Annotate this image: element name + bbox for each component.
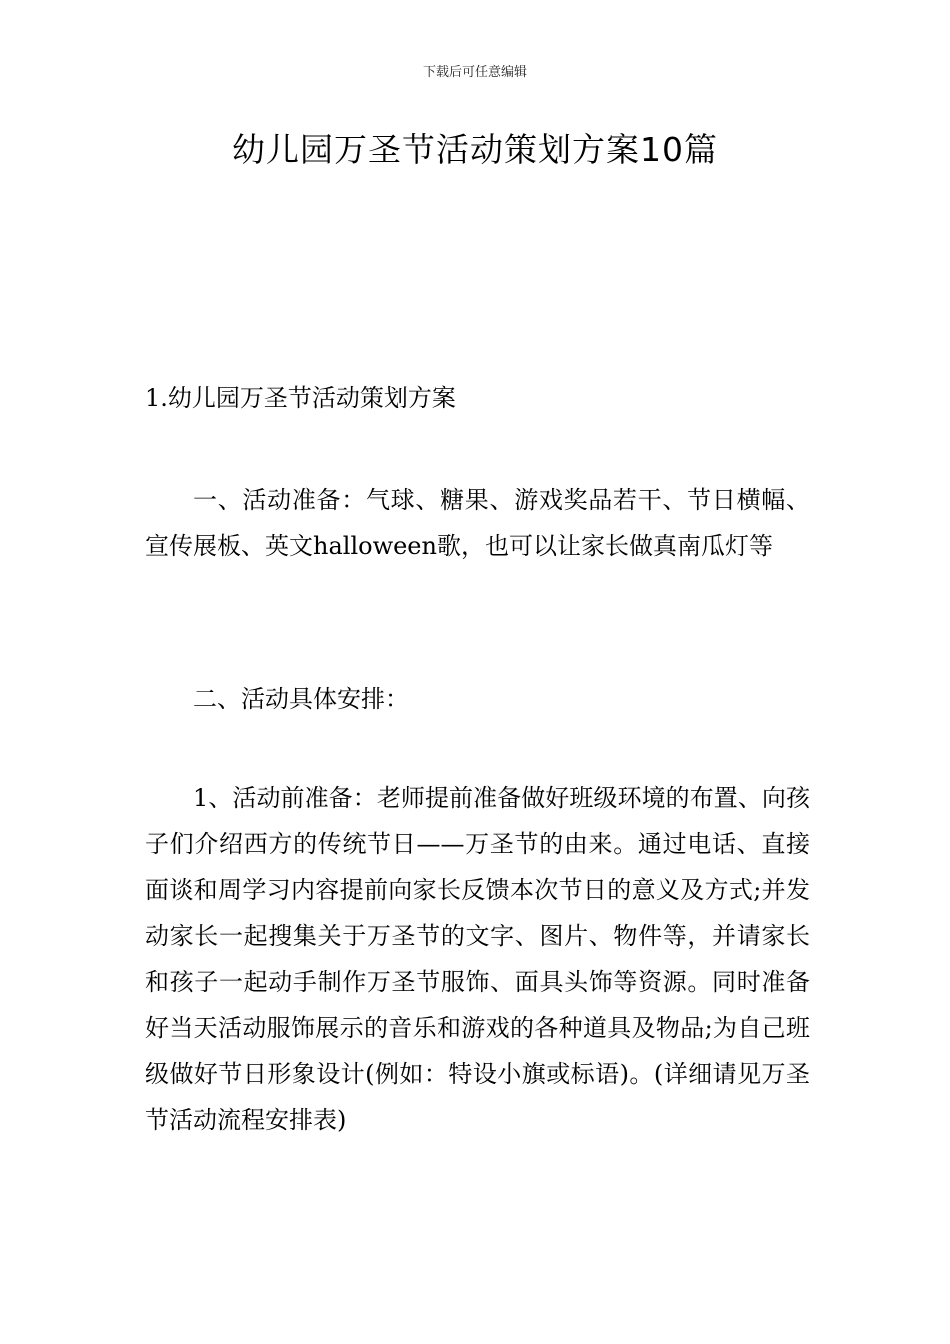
paragraph-activity-preparation: 一、活动准备：气球、糖果、游戏奖品若干、节日横幅、宣传展板、英文halloween歌，也可以让家长做真南瓜灯等 xyxy=(145,486,810,560)
section-heading: 1.幼儿园万圣节活动策划方案 xyxy=(145,384,456,412)
paragraph-activity-arrangement: 二、活动具体安排： xyxy=(193,685,409,713)
paragraph-pre-activity-preparation: 1、活动前准备：老师提前准备做好班级环境的布置、向孩子们介绍西方的传统节日——万圣节的由来。通过电话、直接面谈和周学习内容提前向家长反馈本次节日的意义及方式;并发动家长一起搜集关于万圣节的文字、图片、物件等，并请家长和孩子一起动手制作万圣节服饰、面具头饰等资源。同时准备好当天活动服饰展示的音乐和游戏的各种道具及物品;为自己班级做好节日形象设计(例如：特设小旗或标语)。(详细请见万圣节活动流程安排表) xyxy=(145,784,810,1134)
document-title: 幼儿园万圣节活动策划方案10篇 xyxy=(232,130,718,169)
page-header-note: 下载后可任意编辑 xyxy=(422,65,527,80)
